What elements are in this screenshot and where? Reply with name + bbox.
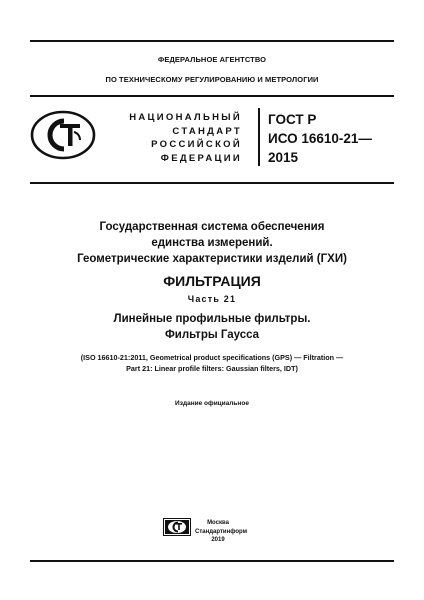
system-title-line-1: Государственная система обеспечения bbox=[99, 221, 325, 233]
header-divider bbox=[30, 95, 394, 97]
subtitle-line-1: Линейные профильные фильтры. bbox=[113, 313, 311, 325]
national-standard-line-2: СТАНДАРТ bbox=[172, 125, 242, 137]
iso-reference-line-2: Part 21: Linear profile filters: Gaussian filters, IDT) bbox=[126, 364, 298, 373]
standard-designation bbox=[268, 110, 372, 167]
agency-line-1: ФЕДЕРАЛЬНОЕ АГЕНТСТВО bbox=[157, 55, 267, 64]
national-standard-line-4: ФЕДЕРАЦИИ bbox=[160, 152, 242, 164]
subtitle-line-2: Фильтры Гаусса bbox=[164, 329, 260, 341]
part-number: Часть 21 bbox=[187, 294, 237, 304]
system-title-line-2: единства измерений. bbox=[151, 237, 273, 249]
title-rule bbox=[30, 182, 394, 184]
designation-line-3: 2015 bbox=[268, 150, 299, 165]
publisher-city: Москва bbox=[207, 520, 229, 526]
publisher-block bbox=[195, 519, 248, 545]
designation-divider bbox=[258, 108, 260, 166]
bottom-rule bbox=[30, 560, 394, 562]
national-standard-line-1: НАЦИОНАЛЬНЫЙ bbox=[129, 112, 242, 123]
top-rule bbox=[30, 40, 394, 42]
designation-line-1: ГОСТ Р bbox=[268, 112, 317, 127]
iso-reference bbox=[0, 352, 424, 374]
designation-line-2: ИСО 16610-21— bbox=[268, 131, 372, 146]
edition-label: Издание официальное bbox=[175, 400, 249, 407]
rst-logo-icon bbox=[30, 110, 96, 160]
subtitle bbox=[0, 311, 424, 343]
system-title bbox=[0, 219, 424, 267]
agency-line-2: ПО ТЕХНИЧЕСКОМУ РЕГУЛИРОВАНИЮ И МЕТРОЛОГИИ bbox=[105, 75, 319, 84]
national-standard-line-3: РОССИЙСКОЙ bbox=[151, 139, 242, 150]
main-title: ФИЛЬТРАЦИЯ bbox=[163, 273, 261, 289]
national-standard-block bbox=[110, 111, 242, 165]
publisher-year: 2019 bbox=[211, 537, 225, 543]
iso-reference-line-1: (ISO 16610-21:2011, Geometrical product specifications (GPS) — Filtration — bbox=[80, 353, 344, 362]
publisher-name: Стандартинформ bbox=[195, 528, 248, 535]
standartinform-logo-icon bbox=[163, 518, 191, 536]
system-title-line-3: Геометрические характеристики изделий (ГХИ) bbox=[77, 253, 347, 265]
